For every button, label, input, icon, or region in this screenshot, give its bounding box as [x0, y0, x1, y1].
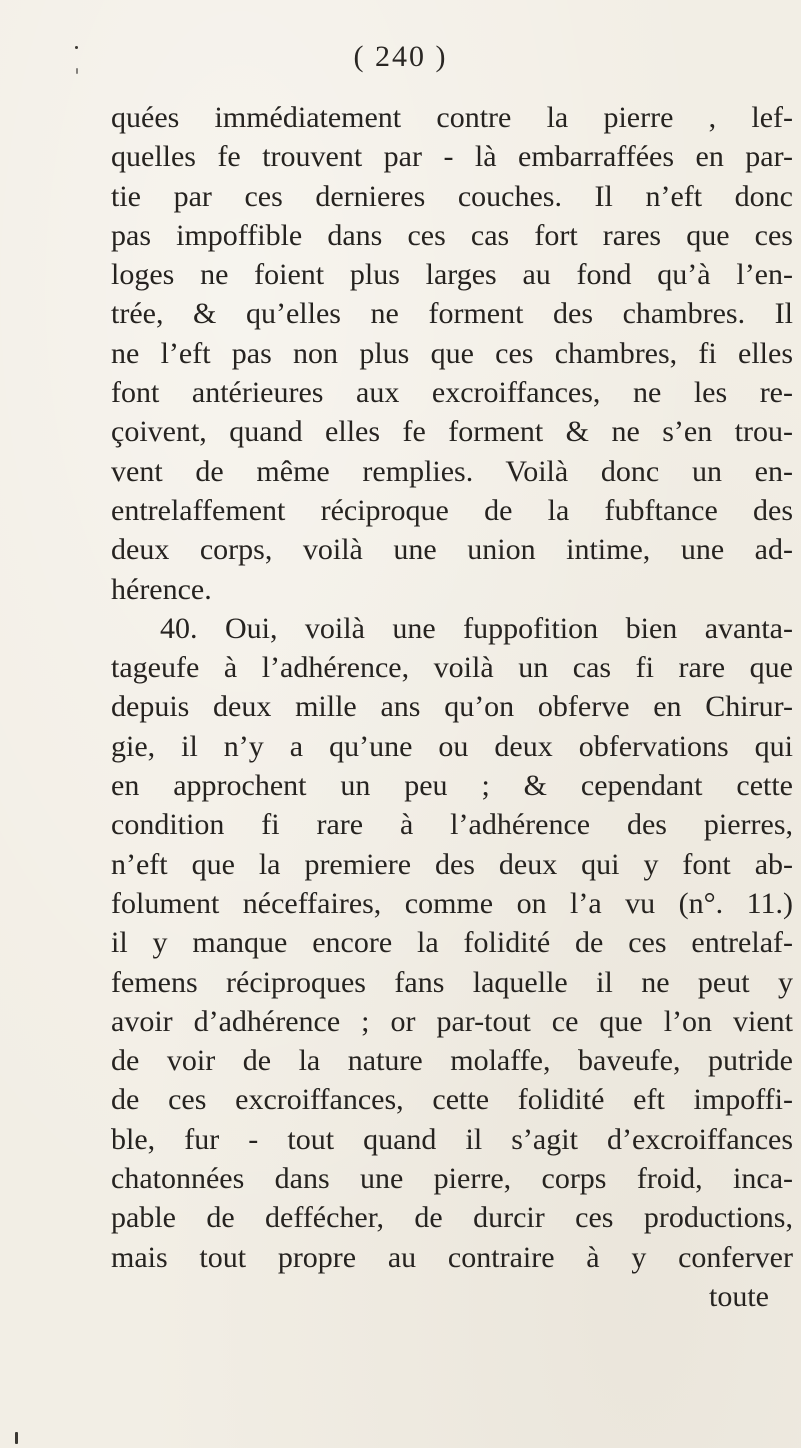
- paper-speck: [76, 68, 78, 74]
- text-line: n’eft que la premiere des deux qui y font ab-: [111, 847, 793, 881]
- paragraph-end-line: hérence.: [111, 572, 212, 606]
- text-line: entrelaffement réciproque de la fubftance des: [111, 493, 793, 527]
- text-line: en approchent un peu ; & cependant cette: [111, 769, 793, 803]
- text-line: il y manque encore la folidité de ces entrelaf-: [111, 926, 793, 960]
- page-number: ( 240 ): [353, 40, 448, 73]
- catchword: toute: [709, 1279, 769, 1313]
- text-line: vent de même remplies. Voilà donc un en-: [111, 454, 793, 488]
- text-line: condition fi rare à l’adhérence des pierres,: [111, 808, 793, 842]
- text-line: quées immédiatement contre la pierre , lef-: [111, 101, 793, 134]
- text-line: çoivent, quand elles fe forment & ne s’en trou-: [111, 415, 793, 449]
- text-line: de ces excroiffances, cette folidité eft impoffi-: [111, 1083, 793, 1117]
- text-line: font antérieures aux excroiffances, ne les re-: [111, 376, 793, 410]
- text-line: trée, & qu’elles ne forment des chambres. Il: [111, 297, 793, 331]
- text-line: deux corps, voilà une union intime, une ad-: [111, 533, 793, 567]
- text-line: ne l’eft pas non plus que ces chambres, fi elles: [111, 336, 793, 370]
- text-line: quelles fe trouvent par - là embarraffées en par-: [111, 140, 793, 174]
- text-line: depuis deux mille ans qu’on obferve en Chirur-: [111, 690, 793, 724]
- paper-speck: [15, 1432, 18, 1444]
- text-line: de voir de la nature molaffe, baveufe, putride: [111, 1044, 793, 1078]
- text-line: femens réciproques fans laquelle il ne peut y: [111, 965, 793, 999]
- text-line: mais tout propre au contraire à y conferver: [111, 1240, 793, 1274]
- paragraph-start-line: 40. Oui, voilà une fuppofition bien avanta-: [160, 611, 793, 645]
- text-line: ble, fur - tout quand il s’agit d’excroiffances: [111, 1122, 793, 1156]
- text-line: folument néceffaires, comme on l’a vu (n°. 11.): [111, 886, 793, 920]
- text-line: loges ne foient plus larges au fond qu’à l’en-: [111, 258, 793, 292]
- text-line: tie par ces dernieres couches. Il n’eft donc: [111, 179, 793, 213]
- body-text: [111, 98, 793, 1316]
- text-line: tageufe à l’adhérence, voilà un cas fi rare que: [111, 651, 793, 685]
- text-line: pas impoffible dans ces cas fort rares que ces: [111, 218, 793, 252]
- text-line: gie, il n’y a qu’une ou deux obfervations qui: [111, 729, 793, 763]
- text-line: avoir d’adhérence ; or par-tout ce que l’on vient: [111, 1004, 793, 1038]
- paper-speck: [75, 46, 78, 49]
- text-line: pable de deffécher, de durcir ces productions,: [111, 1201, 793, 1235]
- text-line: chatonnées dans une pierre, corps froid, inca-: [111, 1162, 793, 1196]
